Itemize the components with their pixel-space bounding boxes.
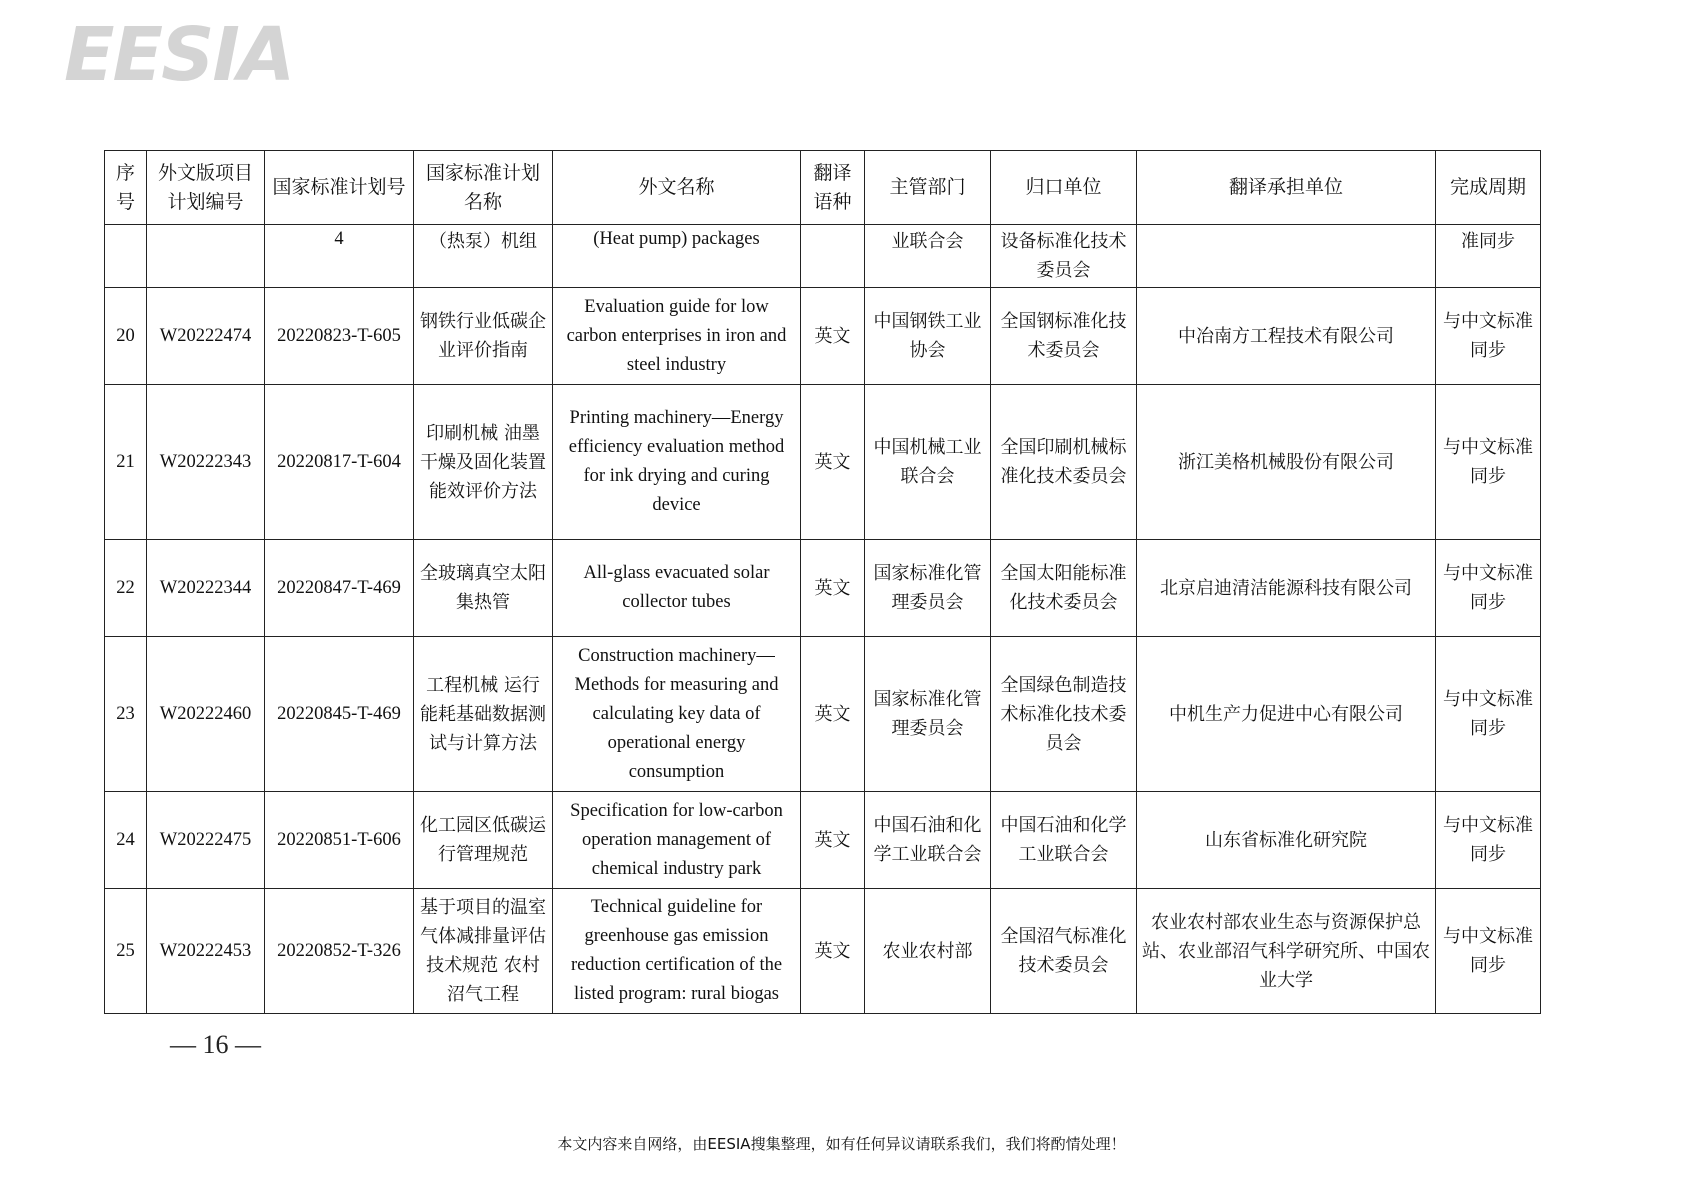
table-header bbox=[105, 151, 1541, 225]
source-disclaimer: 本文内容来自网络，由EESIA搜集整理，如有任何异议请联系我们，我们将酌情处理！ bbox=[557, 1135, 1126, 1153]
cell-plan-name: （热泵）机组 bbox=[414, 225, 553, 288]
cell-project-code: W20222344 bbox=[147, 540, 265, 637]
cell-project-code bbox=[147, 225, 265, 288]
cell-no: 22 bbox=[105, 540, 147, 637]
cell-project-code: W20222474 bbox=[147, 288, 265, 385]
cell-committee: 中国石油和化学工业联合会 bbox=[991, 792, 1137, 889]
cell-cycle: 准同步 bbox=[1436, 225, 1541, 288]
cell-plan-no: 4 bbox=[265, 225, 414, 288]
header-cycle: 完成周期 bbox=[1436, 151, 1541, 225]
cell-translator: 中机生产力促进中心有限公司 bbox=[1137, 637, 1436, 792]
cell-foreign-name: Specification for low-carbon operation management of chemical industry park bbox=[553, 792, 801, 889]
cell-plan-no: 20220823-T-605 bbox=[265, 288, 414, 385]
table-row bbox=[105, 792, 1541, 889]
cell-language: 英文 bbox=[801, 540, 865, 637]
cell-plan-no: 20220851-T-606 bbox=[265, 792, 414, 889]
cell-foreign-name: (Heat pump) packages bbox=[553, 225, 801, 288]
cell-cycle: 与中文标准同步 bbox=[1436, 288, 1541, 385]
header-language: 翻译语种 bbox=[801, 151, 865, 225]
cell-plan-name: 工程机械 运行能耗基础数据测试与计算方法 bbox=[414, 637, 553, 792]
cell-foreign-name: All-glass evacuated solar collector tubes bbox=[553, 540, 801, 637]
cell-translator bbox=[1137, 225, 1436, 288]
cell-plan-name: 化工园区低碳运行管理规范 bbox=[414, 792, 553, 889]
cell-translator: 山东省标准化研究院 bbox=[1137, 792, 1436, 889]
header-committee: 归口单位 bbox=[991, 151, 1137, 225]
cell-committee: 全国印刷机械标准化技术委员会 bbox=[991, 385, 1137, 540]
cell-department: 国家标准化管理委员会 bbox=[865, 637, 991, 792]
cell-foreign-name: Printing machinery—Energy efficiency evaluation method for ink drying and curing device bbox=[553, 385, 801, 540]
cell-no bbox=[105, 225, 147, 288]
cell-no: 20 bbox=[105, 288, 147, 385]
cell-plan-name: 全玻璃真空太阳集热管 bbox=[414, 540, 553, 637]
cell-plan-name: 基于项目的温室气体减排量评估技术规范 农村沼气工程 bbox=[414, 889, 553, 1014]
cell-language: 英文 bbox=[801, 889, 865, 1014]
cell-department: 中国钢铁工业协会 bbox=[865, 288, 991, 385]
cell-translator: 北京启迪清洁能源科技有限公司 bbox=[1137, 540, 1436, 637]
cell-cycle: 与中文标准同步 bbox=[1436, 792, 1541, 889]
cell-foreign-name: Construction machinery—Methods for measuring and calculating key data of operational energy consumption bbox=[553, 637, 801, 792]
cell-cycle: 与中文标准同步 bbox=[1436, 889, 1541, 1014]
table-row bbox=[105, 540, 1541, 637]
header-department: 主管部门 bbox=[865, 151, 991, 225]
cell-cycle: 与中文标准同步 bbox=[1436, 540, 1541, 637]
table-row bbox=[105, 637, 1541, 792]
cell-language: 英文 bbox=[801, 385, 865, 540]
cell-translator: 农业农村部农业生态与资源保护总站、农业部沼气科学研究所、中国农业大学 bbox=[1137, 889, 1436, 1014]
table-row-continuation bbox=[105, 225, 1541, 288]
page-number: — 16 — bbox=[170, 1030, 261, 1059]
cell-no: 25 bbox=[105, 889, 147, 1014]
cell-department: 国家标准化管理委员会 bbox=[865, 540, 991, 637]
header-plan-name: 国家标准计划名称 bbox=[414, 151, 553, 225]
cell-plan-no: 20220817-T-604 bbox=[265, 385, 414, 540]
header-foreign-name: 外文名称 bbox=[553, 151, 801, 225]
cell-language: 英文 bbox=[801, 637, 865, 792]
header-translator: 翻译承担单位 bbox=[1137, 151, 1436, 225]
cell-plan-no: 20220845-T-469 bbox=[265, 637, 414, 792]
cell-project-code: W20222475 bbox=[147, 792, 265, 889]
cell-project-code: W20222460 bbox=[147, 637, 265, 792]
cell-department: 业联合会 bbox=[865, 225, 991, 288]
cell-project-code: W20222343 bbox=[147, 385, 265, 540]
cell-committee: 全国绿色制造技术标准化技术委员会 bbox=[991, 637, 1137, 792]
header-project-code: 外文版项目计划编号 bbox=[147, 151, 265, 225]
table-row bbox=[105, 385, 1541, 540]
cell-project-code: W20222453 bbox=[147, 889, 265, 1014]
header-no: 序号 bbox=[105, 151, 147, 225]
cell-plan-no: 20220847-T-469 bbox=[265, 540, 414, 637]
cell-plan-name: 印刷机械 油墨干燥及固化装置能效评价方法 bbox=[414, 385, 553, 540]
cell-department: 中国石油和化学工业联合会 bbox=[865, 792, 991, 889]
cell-translator: 中冶南方工程技术有限公司 bbox=[1137, 288, 1436, 385]
cell-foreign-name: Evaluation guide for low carbon enterprises in iron and steel industry bbox=[553, 288, 801, 385]
eesia-logo: EESIA bbox=[64, 12, 294, 98]
table-row bbox=[105, 288, 1541, 385]
header-plan-no: 国家标准计划号 bbox=[265, 151, 414, 225]
cell-committee: 全国太阳能标准化技术委员会 bbox=[991, 540, 1137, 637]
cell-committee: 设备标准化技术委员会 bbox=[991, 225, 1137, 288]
cell-cycle: 与中文标准同步 bbox=[1436, 385, 1541, 540]
cell-language: 英文 bbox=[801, 288, 865, 385]
cell-foreign-name: Technical guideline for greenhouse gas emission reduction certification of the listed program: rural biogas bbox=[553, 889, 801, 1014]
cell-department: 农业农村部 bbox=[865, 889, 991, 1014]
cell-language bbox=[801, 225, 865, 288]
standards-table bbox=[104, 150, 1541, 1014]
cell-cycle: 与中文标准同步 bbox=[1436, 637, 1541, 792]
cell-plan-no: 20220852-T-326 bbox=[265, 889, 414, 1014]
cell-translator: 浙江美格机械股份有限公司 bbox=[1137, 385, 1436, 540]
cell-language: 英文 bbox=[801, 792, 865, 889]
cell-committee: 全国钢标准化技术委员会 bbox=[991, 288, 1137, 385]
cell-department: 中国机械工业联合会 bbox=[865, 385, 991, 540]
cell-committee: 全国沼气标准化技术委员会 bbox=[991, 889, 1137, 1014]
cell-plan-name: 钢铁行业低碳企业评价指南 bbox=[414, 288, 553, 385]
cell-no: 24 bbox=[105, 792, 147, 889]
cell-no: 21 bbox=[105, 385, 147, 540]
cell-no: 23 bbox=[105, 637, 147, 792]
table-row bbox=[105, 889, 1541, 1014]
